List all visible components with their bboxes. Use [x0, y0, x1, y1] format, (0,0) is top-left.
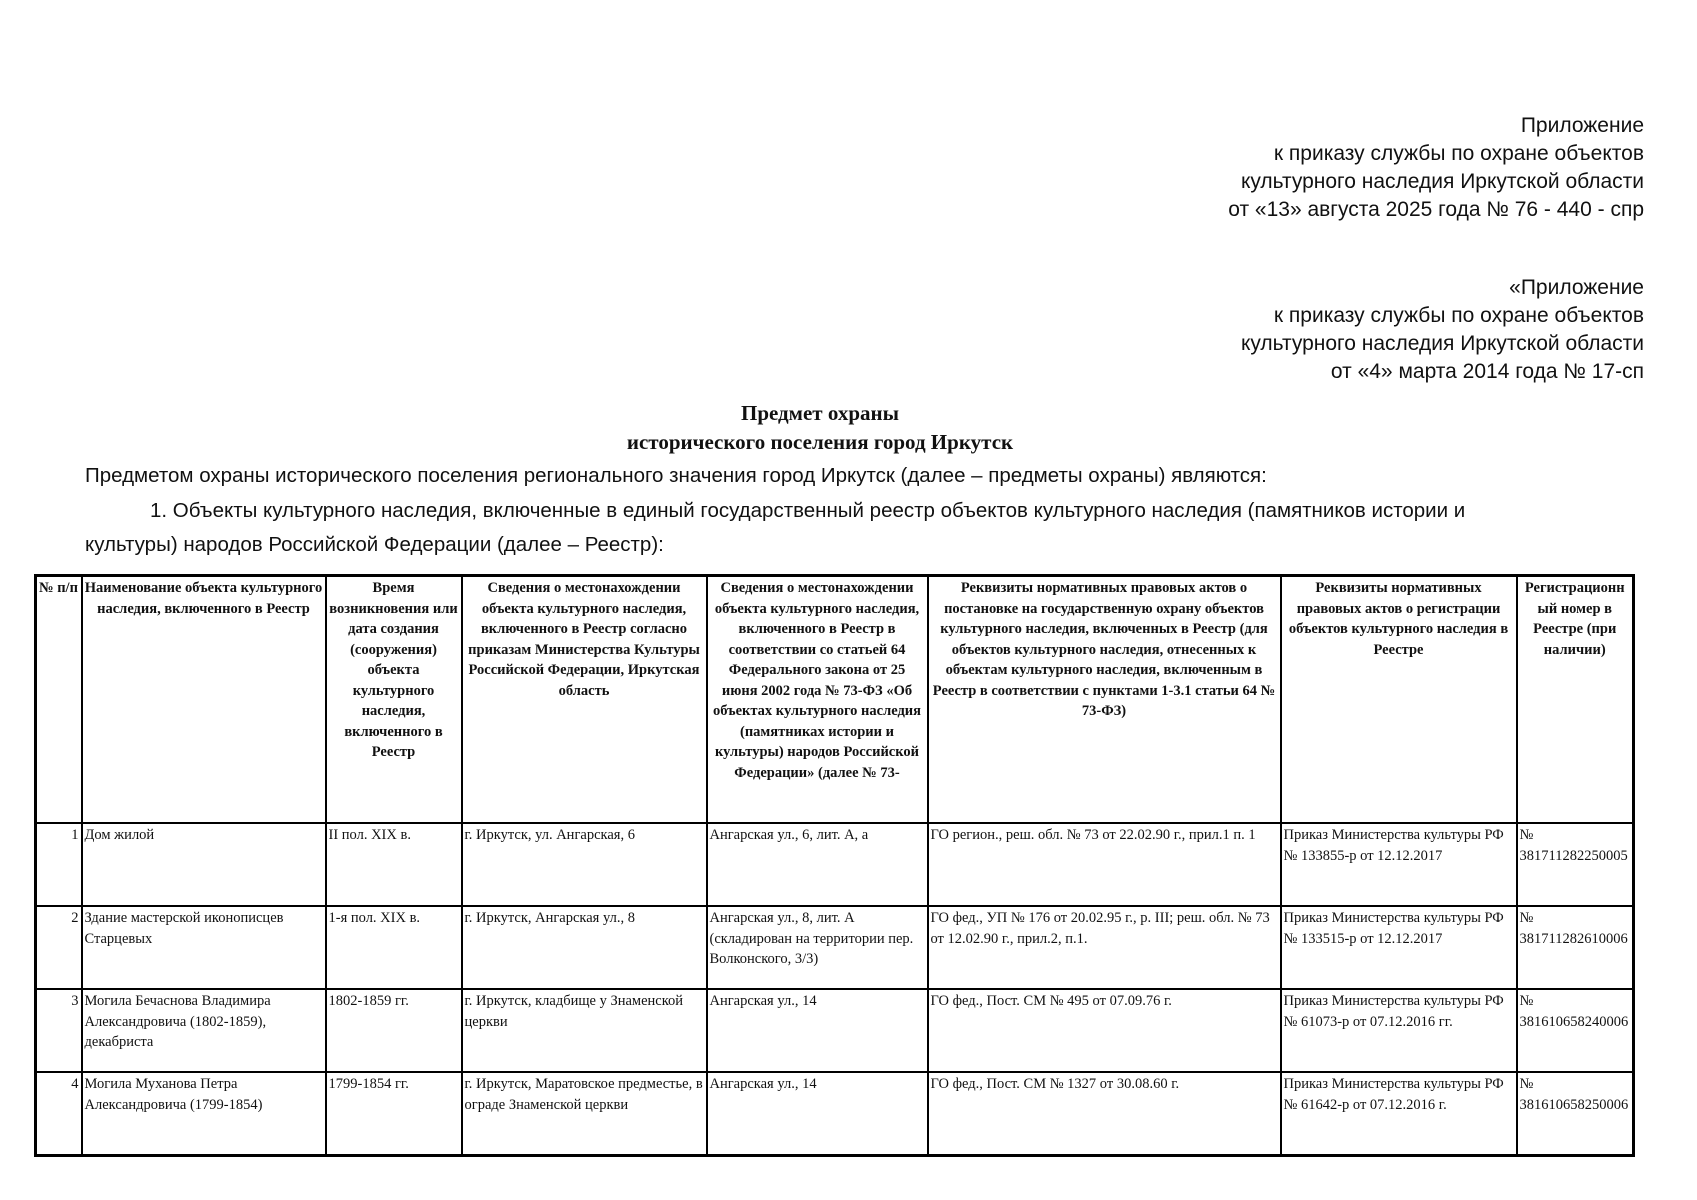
appendix-title: «Приложение — [1509, 276, 1644, 299]
cell-location-law: Ангарская ул., 8, лит. А (складирован на территории пер. Волконского, 3/3) — [707, 906, 928, 989]
appendix-date-line: от «4» марта 2014 года № 17-сп — [1330, 360, 1644, 383]
table-row — [36, 1072, 1634, 1156]
cell-location-law: Ангарская ул., 6, лит. А, а — [707, 823, 928, 906]
appendix-title: Приложение — [1520, 114, 1644, 137]
appendix-region-line: культурного наследия Иркутской области — [1240, 170, 1644, 193]
cell-name: Могила Муханова Петра Александровича (1799-1854) — [82, 1072, 326, 1156]
cell-reg-number: № 381610658250006 — [1517, 1072, 1634, 1156]
table-header-row — [36, 576, 1634, 824]
cell-location-ministry: г. Иркутск, Маратовское предместье, в ограде Знаменской церкви — [462, 1072, 707, 1156]
cell-location-ministry: г. Иркутск, кладбище у Знаменской церкви — [462, 989, 707, 1072]
cell-reg-number: № 381610658240006 — [1517, 989, 1634, 1072]
column-header-protection-act: Реквизиты нормативных правовых актов о постановке на государственную охрану объектов культурного наследия, включенных в Реестр (для объектов культурного наследия, отнесенных к объектам культурного наследия, включенным в Реестр в соответствии с пунктами 1-3.1 статьи 64 № 73-ФЗ) — [928, 576, 1281, 824]
cell-registration-act: Приказ Министерства культуры РФ № 61073-р от 07.12.2016 гг. — [1281, 989, 1517, 1072]
cell-name: Дом жилой — [82, 823, 326, 906]
cell-reg-number: № 381711282610006 — [1517, 906, 1634, 989]
cell-protection-act: ГО фед., Пост. СМ № 495 от 07.09.76 г. — [928, 989, 1281, 1072]
intro-paragraph: Предметом охраны исторического поселения регионального значения город Иркутск (далее – предметы охраны) являются: — [85, 464, 1267, 487]
cell-location-ministry: г. Иркутск, ул. Ангарская, 6 — [462, 823, 707, 906]
column-header-reg-number: Регистрационный номер в Реестре (при наличии) — [1517, 576, 1634, 824]
cell-protection-act: ГО регион., реш. обл. № 73 от 22.02.90 г., прил.1 п. 1 — [928, 823, 1281, 906]
column-header-number: № п/п — [36, 576, 82, 824]
table-row — [36, 823, 1634, 906]
table-row — [36, 906, 1634, 989]
column-header-date: Время возникновения или дата создания (сооружения) объекта культурного наследия, включенного в Реестр — [326, 576, 462, 824]
cell-reg-number: № 381711282250005 — [1517, 823, 1634, 906]
cell-name: Могила Бечаснова Владимира Александровича (1802-1859), декабриста — [82, 989, 326, 1072]
cell-registration-act: Приказ Министерства культуры РФ № 61642-р от 07.12.2016 г. — [1281, 1072, 1517, 1156]
cell-location-law: Ангарская ул., 14 — [707, 989, 928, 1072]
cell-registration-act: Приказ Министерства культуры РФ № 133855-р от 12.12.2017 — [1281, 823, 1517, 906]
cell-number: 1 — [36, 823, 82, 906]
cell-protection-act: ГО фед., УП № 176 от 20.02.95 г., р. III; реш. обл. № 73 от 12.02.90 г., прил.2, п.1. — [928, 906, 1281, 989]
cell-number: 3 — [36, 989, 82, 1072]
cell-number: 4 — [36, 1072, 82, 1156]
cell-number: 2 — [36, 906, 82, 989]
column-header-location-ministry: Сведения о местонахождении объекта культурного наследия, включенного в Реестр согласно приказам Министерства Культуры Российской Федерации, Иркутская область — [462, 576, 707, 824]
appendix-order-line: к приказу службы по охране объектов — [1273, 142, 1644, 165]
cell-registration-act: Приказ Министерства культуры РФ № 133515-р от 12.12.2017 — [1281, 906, 1517, 989]
cell-protection-act: ГО фед., Пост. СМ № 1327 от 30.08.60 г. — [928, 1072, 1281, 1156]
table-row — [36, 989, 1634, 1072]
column-header-registration-act: Реквизиты нормативных правовых актов о регистрации объектов культурного наследия в Реестре — [1281, 576, 1517, 824]
appendix-header-current — [1228, 112, 1644, 224]
cell-date: 1-я пол. XIX в. — [326, 906, 462, 989]
appendix-order-line: к приказу службы по охране объектов — [1273, 304, 1644, 327]
document-title: Предмет охраны — [740, 401, 900, 425]
appendix-date-line: от «13» августа 2025 года № 76 - 440 - спр — [1228, 198, 1644, 221]
column-header-name: Наименование объекта культурного наследия, включенного в Реестр — [82, 576, 326, 824]
cell-location-ministry: г. Иркутск, Ангарская ул., 8 — [462, 906, 707, 989]
appendix-region-line: культурного наследия Иркутской области — [1240, 332, 1644, 355]
heritage-registry-table — [34, 574, 1635, 1157]
appendix-header-original — [1241, 274, 1644, 386]
document-subtitle: исторического поселения город Иркутск — [626, 430, 1014, 454]
cell-date: 1802-1859 гг. — [326, 989, 462, 1072]
item-1-text: 1. Объекты культурного наследия, включенные в единый государственный реестр объектов культурного наследия (памятников истории и — [150, 499, 1466, 522]
cell-location-law: Ангарская ул., 14 — [707, 1072, 928, 1156]
item-1-text-continued: культуры) народов Российской Федерации (далее – Реестр): — [85, 533, 664, 556]
cell-name: Здание мастерской иконописцев Старцевых — [82, 906, 326, 989]
cell-date: II пол. XIX в. — [326, 823, 462, 906]
column-header-location-law: Сведения о местонахождении объекта культурного наследия, включенного в Реестр в соответствии со статьей 64 Федерального закона от 25 июня 2002 года № 73-ФЗ «Об объектах культурного наследия (памятниках истории и культуры) народов Российской Федерации» (далее № 73- — [707, 576, 928, 824]
cell-date: 1799-1854 гг. — [326, 1072, 462, 1156]
